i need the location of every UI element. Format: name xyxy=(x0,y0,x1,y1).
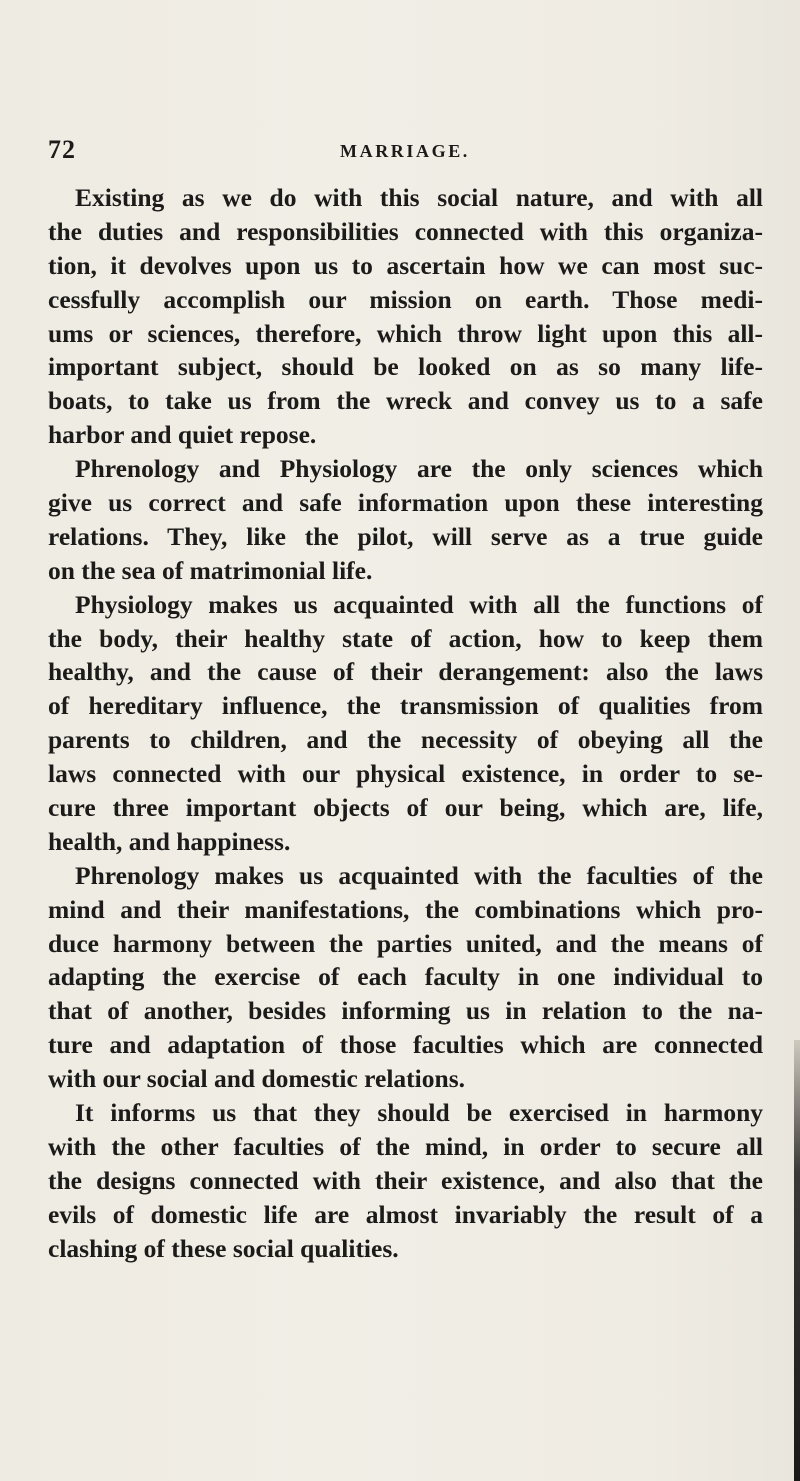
text-line: relations. They, like the pilot, will serve as a true guide xyxy=(48,521,763,551)
text-line: boats, to take us from the wreck and convey us to a safe xyxy=(48,386,763,416)
text-line: Phrenology makes us acquainted with the faculties of the xyxy=(75,860,763,890)
text-line: with the other faculties of the mind, in order to secure all xyxy=(48,1131,763,1161)
text-line: the body, their healthy state of action, how to keep them xyxy=(48,623,763,653)
text-line: Phrenology and Physiology are the only sciences which xyxy=(75,454,763,484)
text-line: laws connected with our physical existence, in order to se- xyxy=(48,759,763,789)
text-line: parents to children, and the necessity of obeying all the xyxy=(48,725,763,755)
page-number: 72 xyxy=(48,135,76,164)
text-line: evils of domestic life are almost invariably the result of a xyxy=(48,1199,763,1229)
text-line: important subject, should be looked on as so many life- xyxy=(48,352,763,382)
text-line: adapting the exercise of each faculty in one individual to xyxy=(48,962,763,992)
running-title: MARRIAGE. xyxy=(340,141,470,161)
text-line: duce harmony between the parties united, and the means of xyxy=(48,928,763,958)
text-line: Physiology makes us acquainted with all the functions of xyxy=(75,589,763,619)
text-line: health, and happiness. xyxy=(48,826,291,856)
text-line: the designs connected with their existence, and also that the xyxy=(48,1165,763,1195)
page-edge-shadow xyxy=(794,1040,800,1481)
text-line: with our social and domestic relations. xyxy=(48,1064,465,1094)
text-line: It informs us that they should be exercised in harmony xyxy=(75,1098,763,1128)
text-line: ums or sciences, therefore, which throw light upon this all- xyxy=(48,318,763,348)
text-line: mind and their manifestations, the combinations which pro- xyxy=(48,894,763,924)
text-line: ture and adaptation of those faculties which are connected xyxy=(48,1030,763,1060)
text-line: tion, it devolves upon us to ascertain how we can most suc- xyxy=(48,250,763,280)
text-line: healthy, and the cause of their derangement: also the laws xyxy=(48,657,763,687)
text-line: on the sea of matrimonial life. xyxy=(48,555,373,585)
text-line: Existing as we do with this social nature, and with all xyxy=(75,183,763,212)
page-header xyxy=(48,135,748,169)
text-line: harbor and quiet repose. xyxy=(48,420,317,450)
text-line: cessfully accomplish our mission on earth. Those medi- xyxy=(48,284,763,314)
body-text xyxy=(48,181,763,1266)
text-line: the duties and responsibilities connected with this organiza- xyxy=(48,216,763,246)
text-line: clashing of these social qualities. xyxy=(48,1233,399,1263)
text-line: of hereditary influence, the transmission of qualities from xyxy=(48,691,763,721)
text-line: give us correct and safe information upon these interesting xyxy=(48,488,763,518)
text-line: cure three important objects of our being, which are, life, xyxy=(48,793,763,823)
text-line: that of another, besides informing us in relation to the na- xyxy=(48,996,763,1026)
